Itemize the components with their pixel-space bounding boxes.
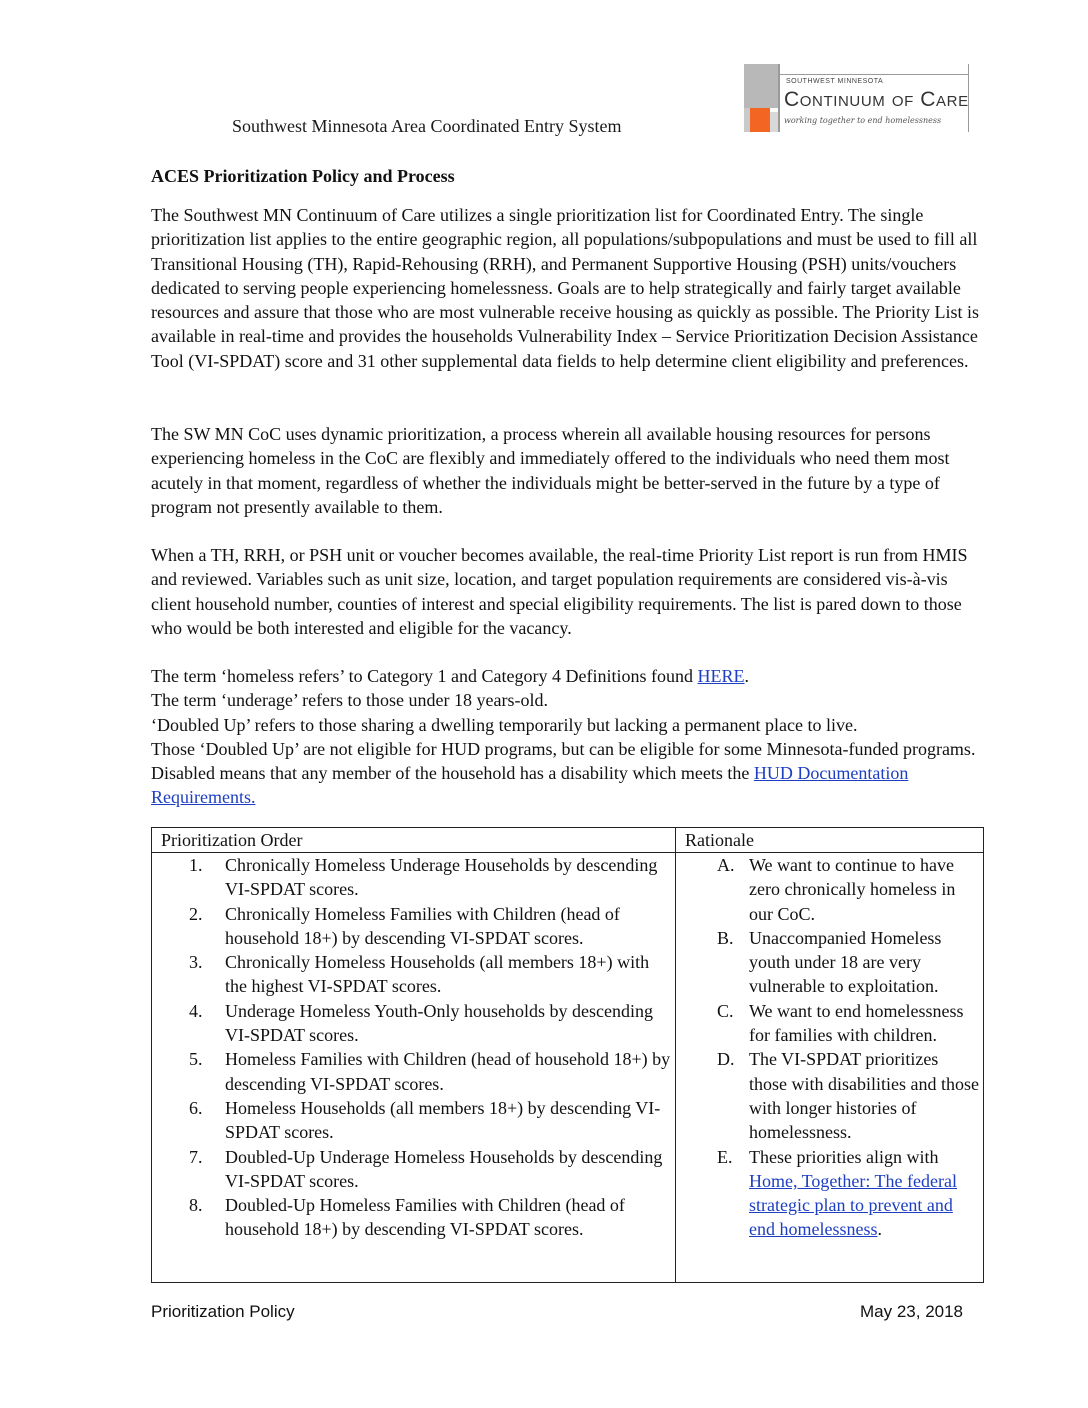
list-item-number: 1. <box>189 855 203 875</box>
here-link[interactable]: HERE <box>697 666 745 686</box>
list-item-number: 8. <box>189 1195 203 1216</box>
rationale-cell <box>676 853 984 1283</box>
list-item <box>685 999 979 1048</box>
list-item-text: We want to end homelessness for families with children. <box>749 1000 964 1046</box>
logo-main-text: Continuum of Care <box>784 88 969 111</box>
list-item <box>161 1096 671 1145</box>
list-item <box>161 999 671 1048</box>
federal-strategic-plan-link[interactable]: Home, Together: The federal strategic plan to prevent and end homelessness <box>749 1170 957 1240</box>
prioritization-order-list <box>161 853 671 1242</box>
definition-homeless-text: The term ‘homeless refers’ to Category 1 and Category 4 Definitions found <box>151 666 698 686</box>
logo-block-orange <box>750 108 770 132</box>
paragraph-overview: The Southwest MN Continuum of Care utilizes a single prioritization list for Coordinated Entry. The single prioritization list applies to the entire geographic region, all populations/subpopulations and must be used to fill all Transitional Housing (TH), Rapid-Rehousing (RRH), and Permanent Supportive Housing (PSH) units/vouchers dedicated to serving people experiencing homelessness. Goals are to help strategically and fairly target available resources and assure that those who are most vulnerable receive housing as quickly as possible. The Priority List is available in real-time and provides the households Vulnerability Index – Service Prioritization Decision Assistance Tool (VI-SPDAT) score and 31 other supplemental data fields to help determine client eligibility and preferences. <box>151 205 979 371</box>
list-item <box>161 902 671 951</box>
list-item-letter: B. <box>717 927 734 948</box>
list-item <box>685 1047 979 1144</box>
list-item-number: 5. <box>189 1049 203 1070</box>
list-item-text: These priorities align with <box>749 1146 939 1167</box>
list-item-number: 7. <box>189 1146 203 1167</box>
list-item-letter: E. <box>717 1146 733 1167</box>
page-header-title: Southwest Minnesota Area Coordinated Entry System <box>232 116 622 136</box>
logo-small-text: SOUTHWEST MINNESOTA <box>786 78 884 85</box>
table-row <box>152 853 984 1283</box>
list-item-text: Homeless Families with Children (head of household 18+) by descending VI-SPDAT scores. <box>225 1049 671 1094</box>
section-heading: ACES Prioritization Policy and Process <box>151 166 455 186</box>
list-item-text: We want to continue to have zero chronically homeless in our CoC. <box>749 855 956 924</box>
list-item <box>161 853 671 902</box>
list-item-number: 6. <box>189 1097 203 1118</box>
prioritization-order-cell <box>152 853 676 1283</box>
definition-homeless-end: . <box>744 666 750 686</box>
list-item <box>161 1145 671 1194</box>
list-item-text: Chronically Homeless Families with Children (head of household 18+) by descending VI-SPDAT scores. <box>225 903 620 948</box>
list-item <box>161 1047 671 1096</box>
table-header-row <box>152 828 984 853</box>
list-item-number: 3. <box>189 952 203 973</box>
list-item-text: Doubled-Up Underage Homeless Households by descending VI-SPDAT scores. <box>225 1146 663 1191</box>
rationale-list <box>685 853 979 1242</box>
list-item-letter: C. <box>717 1000 734 1021</box>
header-prioritization-order: Prioritization Order <box>152 828 676 853</box>
definition-eligibility-text: Those ‘Doubled Up’ are not eligible for HUD programs, but can be eligible for some Minnesota-funded programs. Disabled means that any member of the household has a disability which meets the <box>151 738 976 784</box>
list-item-text: Chronically Homeless Households (all members 18+) with the highest VI-SPDAT scores. <box>225 952 650 997</box>
list-item-text: Unaccompanied Homeless youth under 18 are very vulnerable to exploitation. <box>749 927 942 997</box>
logo-block-gray-pale <box>770 112 778 132</box>
list-item-text: The VI-SPDAT prioritizes those with disabilities and those with longer histories of homelessness. <box>749 1049 979 1143</box>
paragraph-dynamic-prioritization: The SW MN CoC uses dynamic prioritization, a process wherein all available housing resources for persons experiencing homeless in the CoC are flexibly and immediately offered to the individuals who need them most acutely in that moment, regardless of whether the individuals might be better-served in the future by a type of program not presently available to them. <box>151 424 950 517</box>
definition-homeless <box>151 664 981 688</box>
list-item-end: . <box>877 1219 882 1240</box>
definitions-block <box>151 664 981 810</box>
logo-block-gray <box>744 64 778 108</box>
list-item-number: 2. <box>189 903 203 924</box>
list-item-text: Chronically Homeless Underage Households by descending VI-SPDAT scores. <box>225 855 658 900</box>
list-item-text: Doubled-Up Homeless Families with Children (head of household 18+) by descending VI-SPDAT scores. <box>225 1195 625 1240</box>
list-item <box>161 1193 671 1242</box>
definition-doubled-up: ‘Doubled Up’ refers to those sharing a dwelling temporarily but lacking a permanent place to live. <box>151 714 858 735</box>
logo-divider-horizontal <box>778 74 968 75</box>
paragraph-vacancy-process: When a TH, RRH, or PSH unit or voucher becomes available, the real-time Priority List report is run from HMIS and reviewed. Variables such as unit size, location, and target population requirements are considered vis-à-vis client household number, counties of interest and special eligibility requirements. The list is pared down to those who would be both interested and eligible for the vacancy. <box>151 545 968 638</box>
list-item <box>685 1145 979 1242</box>
continuum-of-care-logo <box>744 64 970 132</box>
list-item-letter: D. <box>717 1049 735 1070</box>
footer-date: May 23, 2018 <box>860 1302 964 1321</box>
list-item-text: Underage Homeless Youth-Only households by descending VI-SPDAT scores. <box>225 1000 653 1046</box>
logo-tagline: working together to end homelessness <box>784 116 942 125</box>
header-rationale: Rationale <box>676 828 984 853</box>
list-item <box>685 926 979 999</box>
definition-underage: The term ‘underage’ refers to those under 18 years-old. <box>151 690 549 711</box>
list-item-text: Homeless Households (all members 18+) by descending VI-SPDAT scores. <box>225 1097 661 1143</box>
prioritization-table <box>151 827 984 1283</box>
definition-eligibility <box>151 737 981 810</box>
footer-document-title: Prioritization Policy <box>151 1302 295 1321</box>
list-item <box>161 950 671 999</box>
list-item-number: 4. <box>189 1000 203 1021</box>
list-item <box>685 853 979 926</box>
hud-documentation-link[interactable]: HUD Documentation Requirements. <box>151 763 909 808</box>
list-item-letter: A. <box>717 855 735 875</box>
